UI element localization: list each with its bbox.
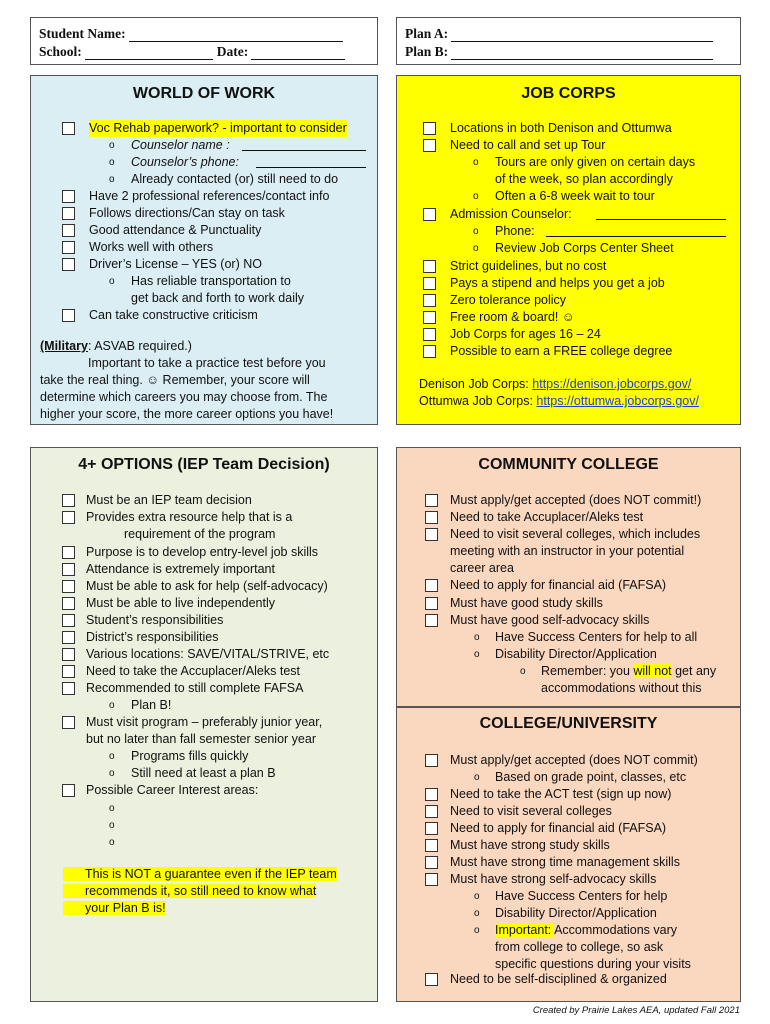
directions-text: Follows directions/Can stay on task [89, 206, 285, 220]
apply-text: Must apply/get accepted (does NOT commit!) [450, 493, 702, 507]
attendance-text: Attendance is extremely important [86, 562, 275, 576]
checkbox[interactable] [425, 754, 438, 767]
call-text: Need to call and set up Tour [450, 138, 606, 152]
success-text: Have Success Centers for help [495, 889, 668, 903]
still-need-text: Still need at least a plan B [131, 766, 276, 780]
military-label: (Military [40, 339, 88, 353]
circle-bullet-icon: o [109, 276, 115, 287]
checkbox[interactable] [423, 260, 436, 273]
admission-field[interactable] [596, 206, 726, 220]
checkbox[interactable] [62, 614, 75, 627]
visit-text-2: meeting with an instructor in your potential [450, 544, 685, 558]
checkbox[interactable] [423, 122, 436, 135]
transport-text-2: get back and forth to work daily [131, 291, 305, 305]
visit-text-1: Must visit program – preferably junior year, [86, 715, 323, 729]
checkbox[interactable] [425, 973, 438, 986]
checkbox[interactable] [62, 597, 75, 610]
remember-pre: Remember: you [541, 664, 634, 678]
disability-text: Disability Director/Application [495, 906, 657, 920]
checkbox[interactable] [425, 873, 438, 886]
attendance-text: Good attendance & Punctuality [89, 223, 262, 237]
circle-bullet-icon: o [109, 768, 115, 779]
remember-post: get any [671, 664, 717, 678]
plan-a-label: Plan A: [405, 26, 449, 41]
circle-bullet-icon: o [473, 191, 479, 202]
footer-credit: Created by Prairie Lakes AEA, updated Fall 2021 [532, 1005, 740, 1016]
checkbox[interactable] [425, 788, 438, 801]
visit-text-3: career area [450, 561, 514, 575]
checkbox[interactable] [425, 494, 438, 507]
military-paragraph [40, 338, 372, 423]
student-name-label: Student Name: [39, 26, 126, 41]
circle-bullet-icon: o [109, 700, 115, 711]
student-info-box [30, 17, 378, 65]
important-rest: Accommodations vary [554, 923, 678, 937]
checkbox[interactable] [62, 546, 75, 559]
disability-text: Disability Director/Application [495, 647, 657, 661]
checkbox[interactable] [425, 511, 438, 524]
license-text: Driver’s License – YES (or) NO [89, 257, 262, 271]
checkbox[interactable] [423, 208, 436, 221]
visit-text: Need to visit several colleges [450, 804, 612, 818]
note-line-3: your Plan B is! [63, 901, 166, 915]
checkbox[interactable] [62, 511, 75, 524]
ottumwa-link[interactable]: https://ottumwa.jobcorps.gov/ [536, 394, 699, 408]
denison-label: Denison Job Corps: [419, 377, 533, 391]
advocacy-text: Must have good self-advocacy skills [450, 613, 650, 627]
works-well-text: Works well with others [89, 240, 214, 254]
counselor-name-label: Counselor name : [131, 138, 230, 152]
checkbox[interactable] [423, 311, 436, 324]
phone-label: Phone: [495, 224, 535, 238]
school-label: School: [39, 44, 82, 59]
circle-bullet-icon: o [474, 925, 480, 936]
checkbox[interactable] [62, 682, 75, 695]
voc-rehab-text: Voc Rehab paperwork? - important to consider [89, 121, 347, 135]
iep-text: Must be an IEP team decision [86, 493, 252, 507]
plan-b-text: Plan B! [131, 698, 172, 712]
based-text: Based on grade point, classes, etc [495, 770, 687, 784]
strict-text: Strict guidelines, but no cost [450, 259, 607, 273]
purpose-text: Purpose is to develop entry-level job skills [86, 545, 319, 559]
community-college-title: COMMUNITY COLLEGE [478, 456, 659, 473]
job-corps-title: JOB CORPS [521, 85, 616, 102]
school-field[interactable] [85, 46, 213, 60]
advocacy-text: Must be able to ask for help (self-advocacy) [86, 579, 328, 593]
apply-text: Must apply/get accepted (does NOT commit) [450, 753, 698, 767]
circle-bullet-icon: o [474, 649, 480, 660]
date-label: Date: [216, 44, 249, 59]
time-management-text: Must have strong time management skills [450, 855, 680, 869]
act-text: Need to take the ACT test (sign up now) [450, 787, 672, 801]
degree-text: Possible to earn a FREE college degree [450, 344, 673, 358]
checkbox[interactable] [423, 345, 436, 358]
circle-bullet-icon: o [473, 243, 479, 254]
important-text-3: specific questions during your visits [495, 957, 691, 971]
circle-bullet-icon: o [109, 837, 115, 848]
counselor-phone-label: Counselor’s phone: [131, 155, 239, 169]
fafsa-text: Need to apply for financial aid (FAFSA) [450, 821, 667, 835]
transport-text-1: Has reliable transportation to [131, 274, 291, 288]
circle-bullet-icon: o [109, 174, 115, 185]
checkbox[interactable] [62, 494, 75, 507]
date-field[interactable] [251, 46, 345, 60]
plan-b-label: Plan B: [405, 44, 449, 59]
already-contacted-text: Already contacted (or) still need to do [131, 172, 339, 186]
military-rest: : ASVAB required.) [87, 339, 192, 353]
note-line-1: This is NOT a guarantee even if the IEP team [63, 867, 337, 881]
counselor-phone-field[interactable] [256, 154, 366, 168]
tours-text-2: of the week, so plan accordingly [495, 172, 673, 186]
wait-text: Often a 6-8 week wait to tour [495, 189, 655, 203]
visit-text-1: Need to visit several colleges, which includes [450, 527, 701, 541]
note-line-2: recommends it, so still need to know what [63, 884, 316, 898]
options-panel [30, 447, 378, 1002]
checkbox[interactable] [425, 839, 438, 852]
room-board-text: Free room & board! ☺ [450, 310, 575, 324]
ottumwa-label: Ottumwa Job Corps: [419, 394, 537, 408]
community-college-panel [396, 447, 741, 707]
checkbox[interactable] [425, 528, 438, 541]
circle-bullet-icon: o [473, 157, 479, 168]
live-independently-text: Must be able to live independently [86, 596, 276, 610]
student-name-field[interactable] [129, 28, 343, 42]
circle-bullet-icon: o [109, 751, 115, 762]
checkbox[interactable] [425, 805, 438, 818]
checkbox[interactable] [62, 207, 75, 220]
plan-box [396, 17, 741, 65]
district-resp-text: District’s responsibilities [86, 630, 219, 644]
review-text: Review Job Corps Center Sheet [495, 241, 674, 255]
denison-link[interactable]: https://denison.jobcorps.gov/ [532, 377, 692, 391]
circle-bullet-icon: o [109, 803, 115, 814]
job-corps-panel [396, 75, 741, 425]
options-title: 4+ OPTIONS (IEP Team Decision) [78, 456, 330, 473]
criticism-text: Can take constructive criticism [89, 308, 258, 322]
military-line-2: take the real thing. ☺ Remember, your score will [40, 373, 310, 387]
checkbox[interactable] [425, 579, 438, 592]
checkbox[interactable] [62, 258, 75, 271]
fafsa-text: Recommended to still complete FAFSA [86, 681, 304, 695]
locations-text: Various locations: SAVE/VITAL/STRIVE, etc [86, 647, 330, 661]
military-line-1: Important to take a practice test before you [88, 356, 326, 370]
circle-bullet-icon: o [473, 226, 479, 237]
remember-text-2: accommodations without this [541, 681, 702, 695]
locations-text: Locations in both Denison and Ottumwa [450, 121, 672, 135]
checkbox[interactable] [62, 716, 75, 729]
student-resp-text: Student’s responsibilities [86, 613, 224, 627]
checkbox[interactable] [62, 631, 75, 644]
checkbox[interactable] [425, 856, 438, 869]
checkbox[interactable] [62, 190, 75, 203]
world-of-work-title: WORLD OF WORK [132, 85, 276, 102]
college-university-title: COLLEGE/UNIVERSITY [479, 715, 658, 732]
checkbox[interactable] [62, 784, 75, 797]
fafsa-text: Need to apply for financial aid (FAFSA) [450, 578, 667, 592]
checkbox[interactable] [62, 241, 75, 254]
accuplacer-text: Need to take the Accuplacer/Aleks test [86, 664, 301, 678]
circle-bullet-icon: o [474, 891, 480, 902]
zero-tolerance-text: Zero tolerance policy [450, 293, 567, 307]
circle-bullet-icon: o [109, 820, 115, 831]
checkbox[interactable] [62, 563, 75, 576]
counselor-name-field[interactable] [242, 137, 366, 151]
circle-bullet-icon: o [474, 772, 480, 783]
checkbox[interactable] [423, 294, 436, 307]
interest-text: Possible Career Interest areas: [86, 783, 259, 797]
world-of-work-panel [30, 75, 378, 425]
military-line-4: higher your score, the more career options you have! [40, 407, 334, 421]
accuplacer-text: Need to take Accuplacer/Aleks test [450, 510, 644, 524]
disciplined-text: Need to be self-disciplined & organized [450, 972, 667, 986]
checkbox[interactable] [62, 309, 75, 322]
checkbox[interactable] [425, 614, 438, 627]
important-highlight: Important: [495, 923, 555, 937]
circle-bullet-icon: o [109, 157, 115, 168]
checkbox[interactable] [425, 597, 438, 610]
important-text-2: from college to college, so ask [495, 940, 664, 954]
checkbox[interactable] [62, 580, 75, 593]
study-text: Must have strong study skills [450, 838, 610, 852]
plan-a-field[interactable] [451, 28, 713, 42]
circle-bullet-icon: o [520, 666, 526, 677]
stipend-text: Pays a stipend and helps you get a job [450, 276, 665, 290]
checkbox[interactable] [423, 139, 436, 152]
success-text: Have Success Centers for help to all [495, 630, 698, 644]
circle-bullet-icon: o [109, 140, 115, 151]
checkbox[interactable] [62, 224, 75, 237]
ages-text: Job Corps for ages 16 – 24 [450, 327, 601, 341]
iep-note [63, 866, 365, 917]
checkbox[interactable] [62, 122, 75, 135]
advocacy-text: Must have strong self-advocacy skills [450, 872, 657, 886]
checkbox[interactable] [425, 822, 438, 835]
checkbox[interactable] [423, 277, 436, 290]
extra-help-text-1: Provides extra resource help that is a [86, 510, 293, 524]
visit-text-2: but no later than fall semester senior year [86, 732, 316, 746]
circle-bullet-icon: o [474, 908, 480, 919]
college-university-panel [396, 707, 741, 1002]
checkbox[interactable] [62, 648, 75, 661]
military-line-3: determine which careers you may choose from. The [40, 390, 328, 404]
tours-text-1: Tours are only given on certain days [495, 155, 696, 169]
circle-bullet-icon: o [474, 632, 480, 643]
checkbox[interactable] [62, 665, 75, 678]
study-text: Must have good study skills [450, 596, 603, 610]
checkbox[interactable] [423, 328, 436, 341]
fills-text: Programs fills quickly [131, 749, 249, 763]
plan-b-field[interactable] [451, 46, 713, 60]
admission-label: Admission Counselor: [450, 207, 572, 221]
phone-field[interactable] [546, 223, 726, 237]
remember-highlight: will not [633, 664, 672, 678]
references-text: Have 2 professional references/contact info [89, 189, 330, 203]
extra-help-text-2: requirement of the program [124, 527, 276, 541]
